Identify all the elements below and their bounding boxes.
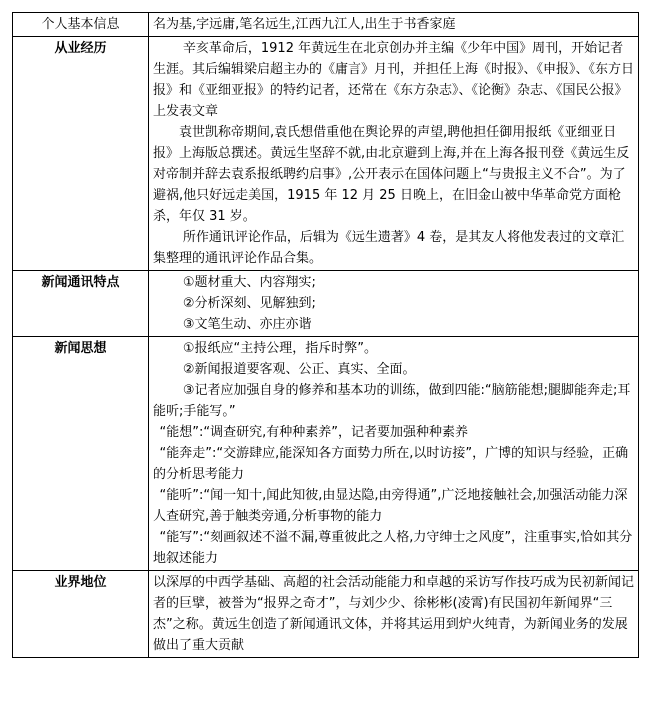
row-label-thoughts: 新闻思想 (13, 337, 149, 571)
paragraph: ①报纸应“主持公理，指斥时弊”。 (182, 341, 378, 356)
row-content-thoughts (149, 337, 639, 571)
paragraph: ②新闻报道要客观、公正、真实、全面。 (182, 362, 416, 377)
paragraph: ②分析深刻、见解独到; (182, 296, 316, 311)
row-label-status: 业界地位 (13, 571, 149, 658)
paragraph: 以深厚的中西学基础、高超的社会活动能能力和卓越的采访写作技巧成为民初新闻记者的巨擘，被誉为“报界之奇才”，与刘少少、徐彬彬(凌霄)有民国初年新闻界“三杰”之称。黄远生创造了新闻通讯文体，并将其运用到炉火纯青，为新闻业务的发展做出了重大贡献 (153, 575, 635, 653)
row-content-features (149, 271, 639, 337)
row-label-basic-info: 个人基本信息 (13, 13, 149, 37)
paragraph: ③文笔生动、亦庄亦谐 (182, 317, 312, 332)
paragraph: ③记者应加强自身的修养和基本功的训练，做到四能:“脑筋能想;腿脚能奔走;耳能听;手能写。” (153, 383, 631, 419)
paragraph: 袁世凯称帝期间,袁氏想借重他在舆论界的声望,聘他担任御用报纸《亚细亚日报》上海版总撰述。黄远生坚辞不就,由北京避到上海,并在上海各报刊登《黄远生反对帝制并辞去袁系报纸聘约启事》,公开表示在国体问题上“与贵报主义不合”。为了避祸,他只好远走美国，1915 年 12 月 25 日晚上，在旧金山被中华革命党方面枪杀，年仅 31 岁。 (153, 125, 630, 224)
row-content-status (149, 571, 639, 658)
paragraph: “能听”:“闻一知十,闻此知彼,由显达隐,由旁得通”,广泛地接触社会,加强活动能力深人查研究,善于触类旁通,分析事物的能力 (153, 488, 628, 524)
table-row (13, 337, 639, 571)
paragraph: ①题材重大、内容翔实; (182, 275, 316, 290)
table-row (13, 571, 639, 658)
table-row (13, 37, 639, 271)
paragraph: 辛亥革命后，1912 年黄远生在北京创办并主编《少年中国》周刊，开始记者生涯。其后编辑梁启超主办的《庸言》月刊，并担任上海《时报》、《申报》、《东方日报》和《亚细亚报》的特约记者，还常在《东方杂志》、《论衡》杂志、《国民公报》上发表文章 (153, 41, 635, 119)
info-table (12, 12, 639, 658)
row-label-features: 新闻通讯特点 (13, 271, 149, 337)
paragraph: “能想”:“调查研究,有种种素养”，记者要加强种种素养 (159, 425, 468, 440)
paragraph: “能写”:“刻画叙述不溢不漏,尊重彼此之人格,力守绅士之风度”，注重事实,恰如其分地叙述能力 (153, 530, 633, 566)
table-row (13, 13, 639, 37)
row-content-basic-info (149, 13, 639, 37)
table-row (13, 271, 639, 337)
paragraph: 名为基,字远庸,笔名远生,江西九江人,出生于书香家庭 (153, 17, 456, 32)
paragraph: “能奔走”:“交游肆应,能深知各方面势力所在,以时访接”，广博的知识与经验，正确的分析思考能力 (153, 446, 629, 482)
row-content-career (149, 37, 639, 271)
paragraph: 所作通讯评论作品，后辑为《远生遗著》4 卷，是其友人将他发表过的文章汇集整理的通讯评论作品合集。 (153, 230, 625, 266)
row-label-career: 从业经历 (13, 37, 149, 271)
